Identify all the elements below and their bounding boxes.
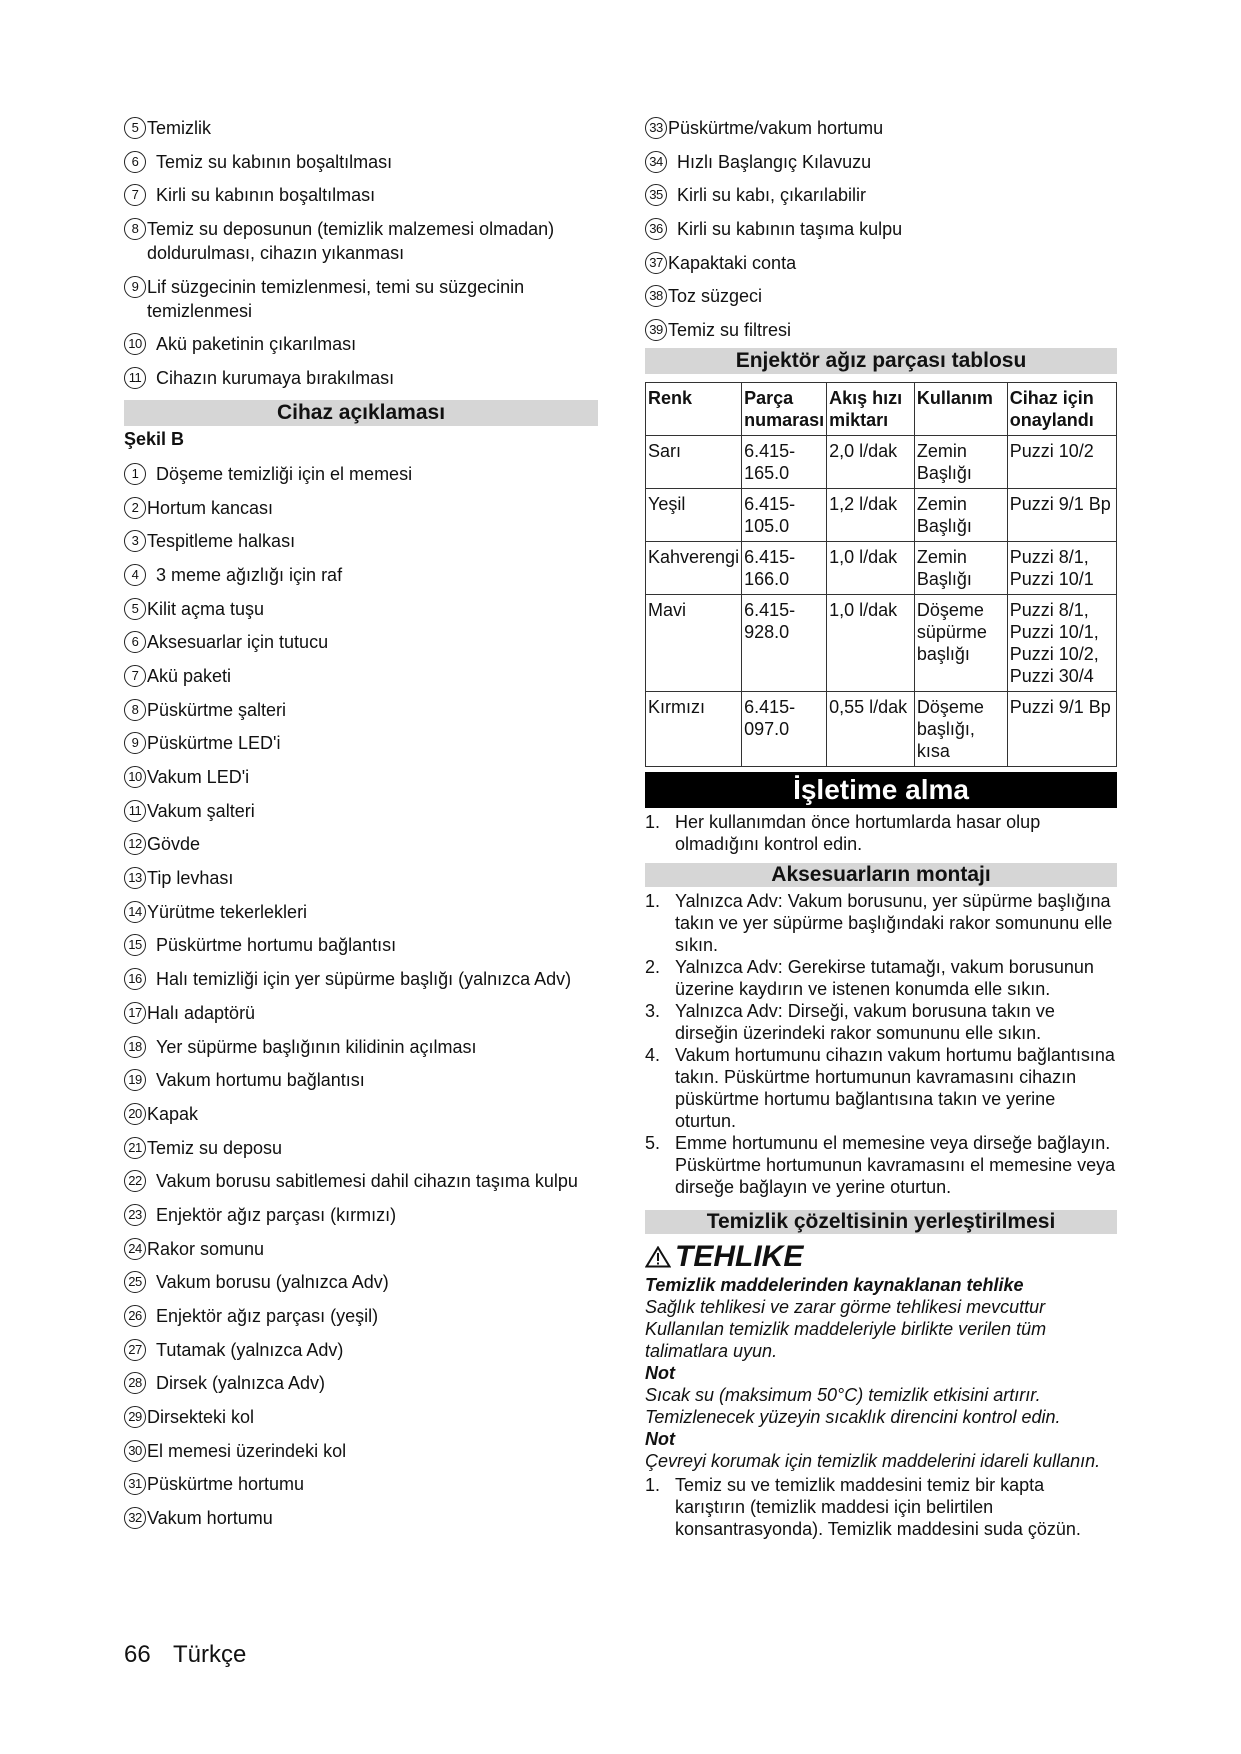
- list-item: [645, 150, 1117, 174]
- page-number: 66: [124, 1641, 151, 1668]
- table-row: [646, 691, 1117, 766]
- item-label: Lif süzgecinin temizlenmesi, temi su süzgecinin temizlenmesi: [147, 276, 525, 321]
- item-label: Akü paketi: [147, 665, 232, 686]
- table-row: [646, 541, 1117, 594]
- item-label: Gövde: [147, 834, 201, 855]
- item-number-circle: 31: [124, 1473, 146, 1495]
- list-item: [124, 1203, 598, 1227]
- list-item: [124, 967, 598, 991]
- table-cell: 6.415-097.0: [742, 691, 827, 766]
- item-label: Halı adaptörü: [147, 1002, 256, 1023]
- item-number-circle: 27: [124, 1339, 146, 1361]
- header-flow-rate: Akış hızı miktarı: [827, 382, 915, 435]
- step-number: 4.: [645, 1044, 661, 1065]
- list-item: [124, 150, 598, 174]
- item-label: Kapak: [147, 1103, 199, 1124]
- injector-table-heading: Enjektör ağız parçası tablosu: [645, 348, 1117, 374]
- list-item: [124, 217, 598, 265]
- table-cell: Puzzi 9/1 Bp: [1007, 691, 1116, 766]
- header-usage: Kullanım: [914, 382, 1007, 435]
- list-item: [645, 251, 1117, 275]
- item-number-circle: 16: [124, 968, 146, 990]
- table-cell: Zemin Başlığı: [914, 488, 1007, 541]
- item-number-circle: 26: [124, 1305, 146, 1327]
- danger-heading: Temizlik maddelerinden kaynaklanan tehlike: [645, 1274, 1024, 1295]
- item-number-circle: 22: [124, 1170, 146, 1192]
- list-item: [124, 664, 598, 688]
- table-row: [646, 435, 1117, 488]
- item-label: Cihazın kurumaya bırakılması: [156, 368, 395, 389]
- item-number-circle: 19: [124, 1069, 146, 1091]
- list-item: [124, 332, 598, 356]
- list-item: [124, 1371, 598, 1395]
- item-number-circle: 3: [124, 530, 146, 552]
- injector-table: [645, 382, 1117, 767]
- item-label: Kapaktaki conta: [668, 252, 797, 273]
- table-cell: 6.415-928.0: [742, 594, 827, 691]
- table-row: [646, 488, 1117, 541]
- list-item: [124, 116, 598, 140]
- table-cell: Kahverengi: [646, 541, 742, 594]
- table-cell: Sarı: [646, 435, 742, 488]
- item-label: Kilit açma tuşu: [147, 598, 265, 619]
- list-item: [124, 933, 598, 957]
- list-item: [645, 284, 1117, 308]
- item-label: Vakum LED'i: [147, 767, 250, 787]
- step-text: Her kullanımdan önce hortumlarda hasar olup olmadığını kontrol edin.: [675, 811, 1041, 854]
- step-text: Temiz su ve temizlik maddesini temiz bir kapta karıştırın (temizlik maddesi için belirtilen konsantrasyonda). Temizlik maddesini suda çözün.: [675, 1474, 1081, 1539]
- item-label: Temiz su deposunun (temizlik malzemesi olmadan) doldurulması, cihazın yıkanması: [147, 219, 555, 264]
- startup-heading: İşletime alma: [645, 772, 1117, 808]
- item-label: Tutamak (yalnızca Adv): [156, 1339, 344, 1360]
- table-cell: Yeşil: [646, 488, 742, 541]
- note-1-label: Not: [645, 1362, 675, 1383]
- table-cell: Döşeme süpürme başlığı: [914, 594, 1007, 691]
- item-number-circle: 21: [124, 1137, 146, 1159]
- item-label: Püskürtme hortumu bağlantısı: [156, 935, 397, 956]
- list-item: [645, 116, 1117, 140]
- item-label: Püskürtme şalteri: [147, 699, 287, 720]
- table-cell: Zemin Başlığı: [914, 541, 1007, 594]
- list-item: [124, 1338, 598, 1362]
- item-number-circle: 14: [124, 901, 146, 923]
- item-number-circle: 5: [124, 117, 146, 139]
- table-cell: Puzzi 8/1, Puzzi 10/1, Puzzi 10/2, Puzzi 30/4: [1007, 594, 1116, 691]
- accessories-heading: Aksesuarların montajı: [645, 863, 1117, 887]
- list-item: [124, 275, 598, 323]
- item-label: Vakum borusu sabitlemesi dahil cihazın taşıma kulpu: [156, 1171, 578, 1192]
- item-number-circle: 20: [124, 1103, 146, 1125]
- list-item: [124, 529, 598, 553]
- item-number-circle: 8: [124, 699, 146, 721]
- item-number-circle: 23: [124, 1204, 146, 1226]
- step-number: 1.: [645, 1474, 661, 1495]
- figure-label: Şekil B: [124, 428, 185, 449]
- accessories-steps: [645, 890, 1117, 1198]
- operations-list: [124, 116, 598, 390]
- item-label: Halı temizliği için yer süpürme başlığı (yalnızca Adv): [156, 969, 572, 990]
- item-label: Püskürtme LED'i: [147, 733, 281, 754]
- cleaning-solution-steps: [645, 1474, 1117, 1540]
- injector-table-header-row: [646, 382, 1117, 435]
- item-label: Yürütme tekerlekleri: [147, 901, 308, 922]
- step: [645, 1044, 1117, 1132]
- item-number-circle: 4: [124, 564, 146, 586]
- step-number: 1.: [645, 811, 661, 832]
- list-item: [124, 698, 598, 722]
- list-item: [124, 366, 598, 390]
- item-label: Enjektör ağız parçası (yeşil): [156, 1306, 379, 1326]
- warning-triangle-icon: [645, 1246, 671, 1268]
- step: [645, 1474, 1117, 1540]
- item-number-circle: 10: [124, 766, 146, 788]
- step-number: 5.: [645, 1132, 661, 1153]
- list-item: [124, 1405, 598, 1429]
- item-number-circle: 1: [124, 463, 146, 485]
- item-number-circle: 2: [124, 497, 146, 519]
- item-label: Temiz su filtresi: [668, 320, 792, 341]
- item-number-circle: 38: [645, 285, 667, 307]
- item-number-circle: 6: [124, 151, 146, 173]
- item-number-circle: 18: [124, 1036, 146, 1058]
- item-label: Dirsekteki kol: [147, 1407, 255, 1428]
- list-item: [124, 630, 598, 654]
- table-cell: Zemin Başlığı: [914, 435, 1007, 488]
- list-item: [124, 1439, 598, 1463]
- item-number-circle: 35: [645, 184, 667, 206]
- list-item: [124, 1001, 598, 1025]
- list-item: [124, 597, 598, 621]
- item-label: Hızlı Başlangıç Kılavuzu: [677, 151, 872, 172]
- list-item: [124, 731, 598, 755]
- item-label: Vakum borusu (yalnızca Adv): [156, 1272, 389, 1293]
- table-row: [646, 594, 1117, 691]
- item-label: Vakum hortumu: [147, 1508, 273, 1529]
- list-item: [124, 563, 598, 587]
- note-2-label: Not: [645, 1428, 675, 1449]
- table-cell: 2,0 l/dak: [827, 435, 915, 488]
- step: [645, 811, 1117, 855]
- table-cell: 6.415-166.0: [742, 541, 827, 594]
- table-cell: 1,0 l/dak: [827, 594, 915, 691]
- step-text: Vakum hortumunu cihazın vakum hortumu bağlantısına takın. Püskürtme hortumunun kavramasını cihazın püskürtme hortumu bağlantısına takın ve yerine oturtun.: [675, 1044, 1115, 1131]
- item-label: Vakum hortumu bağlantısı: [156, 1070, 365, 1091]
- step: [645, 956, 1117, 1000]
- item-number-circle: 34: [645, 151, 667, 173]
- list-item: [124, 866, 598, 890]
- item-label: Temiz su kabının boşaltılması: [156, 151, 393, 172]
- note-1-text: Sıcak su (maksimum 50°C) temizlik etkisini artırır. Temizlenecek yüzeyin sıcaklık direncini kontrol edin.: [645, 1384, 1061, 1427]
- page-language: Türkçe: [172, 1641, 247, 1668]
- table-cell: 1,2 l/dak: [827, 488, 915, 541]
- item-number-circle: 9: [124, 732, 146, 754]
- list-item: [124, 1068, 598, 1092]
- item-number-circle: 37: [645, 252, 667, 274]
- page-footer: [124, 1640, 246, 1670]
- item-label: Rakor somunu: [147, 1238, 265, 1259]
- item-number-circle: 28: [124, 1372, 146, 1394]
- item-label: Kirli su kabının taşıma kulpu: [677, 219, 903, 240]
- step-number: 1.: [645, 890, 661, 911]
- list-item: [645, 318, 1117, 342]
- item-number-circle: 11: [124, 367, 146, 389]
- note-2-text: Çevreyi korumak için temizlik maddelerini idareli kullanın.: [645, 1450, 1101, 1471]
- step: [645, 890, 1117, 956]
- item-number-circle: 39: [645, 319, 667, 341]
- item-label: Tespitleme halkası: [147, 531, 296, 552]
- table-cell: 1,0 l/dak: [827, 541, 915, 594]
- list-item: [124, 1506, 598, 1530]
- item-number-circle: 17: [124, 1002, 146, 1024]
- item-label: Dirsek (yalnızca Adv): [156, 1373, 326, 1394]
- step-number: 2.: [645, 956, 661, 977]
- item-label: Temiz su deposu: [147, 1137, 283, 1158]
- list-item: [645, 217, 1117, 241]
- list-item: [124, 1472, 598, 1496]
- item-label: Yer süpürme başlığının kilidinin açılması: [156, 1036, 477, 1057]
- list-item: [124, 1270, 598, 1294]
- header-approved-for: Cihaz için onaylandı: [1007, 382, 1116, 435]
- item-number-circle: 9: [124, 276, 146, 298]
- step: [645, 1132, 1117, 1198]
- step-number: 3.: [645, 1000, 661, 1021]
- table-cell: 6.415-165.0: [742, 435, 827, 488]
- table-cell: Puzzi 9/1 Bp: [1007, 488, 1116, 541]
- table-cell: Mavi: [646, 594, 742, 691]
- list-item: [124, 1304, 598, 1328]
- item-label: Vakum şalteri: [147, 800, 255, 821]
- item-number-circle: 15: [124, 934, 146, 956]
- startup-steps: [645, 811, 1117, 855]
- left-column: [124, 116, 598, 1540]
- header-part-number: Parça numarası: [742, 382, 827, 435]
- list-item: [124, 765, 598, 789]
- header-color: Renk: [646, 382, 742, 435]
- item-label: Kirli su kabının boşaltılması: [156, 185, 376, 206]
- cleaning-solution-heading: Temizlik çözeltisinin yerleştirilmesi: [645, 1210, 1117, 1234]
- list-item: [124, 462, 598, 486]
- table-cell: Döşeme başlığı, kısa: [914, 691, 1007, 766]
- item-label: Aksesuarlar için tutucu: [147, 632, 329, 653]
- item-number-circle: 6: [124, 631, 146, 653]
- item-number-circle: 36: [645, 218, 667, 240]
- item-number-circle: 24: [124, 1238, 146, 1260]
- item-number-circle: 25: [124, 1271, 146, 1293]
- device-parts-list-right: [645, 116, 1117, 342]
- item-number-circle: 12: [124, 833, 146, 855]
- list-item: [124, 1237, 598, 1261]
- list-item: [645, 183, 1117, 207]
- step: [645, 1000, 1117, 1044]
- danger-line-2: Kullanılan temizlik maddeleriyle birlikte verilen tüm talimatlara uyun.: [645, 1318, 1047, 1361]
- danger-word: TEHLIKE: [675, 1239, 804, 1273]
- list-item: [124, 832, 598, 856]
- table-cell: Puzzi 10/2: [1007, 435, 1116, 488]
- item-label: 3 meme ağızlığı için raf: [156, 564, 343, 585]
- item-number-circle: 13: [124, 867, 146, 889]
- item-label: Kirli su kabı, çıkarılabilir: [677, 185, 867, 206]
- item-label: El memesi üzerindeki kol: [147, 1440, 347, 1461]
- item-label: Akü paketinin çıkarılması: [156, 334, 357, 355]
- list-item: [124, 799, 598, 823]
- table-cell: 0,55 l/dak: [827, 691, 915, 766]
- item-label: Toz süzgeci: [668, 286, 763, 307]
- item-number-circle: 11: [124, 800, 146, 822]
- item-number-circle: 33: [645, 117, 667, 139]
- list-item: [124, 1102, 598, 1126]
- item-number-circle: 30: [124, 1440, 146, 1462]
- item-number-circle: 5: [124, 598, 146, 620]
- item-number-circle: 10: [124, 333, 146, 355]
- table-cell: Kırmızı: [646, 691, 742, 766]
- table-cell: 6.415-105.0: [742, 488, 827, 541]
- item-number-circle: 8: [124, 218, 146, 240]
- item-number-circle: 29: [124, 1406, 146, 1428]
- device-description-heading: Cihaz açıklaması: [124, 400, 598, 426]
- step-text: Emme hortumunu el memesine veya dirseğe bağlayın. Püskürtme hortumunun kavramasını el memesine veya dirseğe bağlayın ve yerine oturtun.: [675, 1132, 1116, 1197]
- list-item: [124, 1035, 598, 1059]
- step-text: Yalnızca Adv: Dirseği, vakum borusuna takın ve dirseğin üzerindeki rakor somununu elle sıkın.: [675, 1000, 1055, 1043]
- item-label: Püskürtme hortumu: [147, 1474, 305, 1495]
- item-number-circle: 7: [124, 184, 146, 206]
- item-label: Döşeme temizliği için el memesi: [156, 463, 413, 484]
- item-number-circle: 7: [124, 665, 146, 687]
- step-text: Yalnızca Adv: Gerekirse tutamağı, vakum borusunun üzerine kaydırın ve istenen konumda elle sıkın.: [675, 956, 1094, 999]
- item-label: Püskürtme/vakum hortumu: [668, 118, 884, 138]
- list-item: [124, 1136, 598, 1160]
- item-label: Tip levhası: [147, 868, 234, 889]
- list-item: [124, 1169, 598, 1193]
- step-text: Yalnızca Adv: Vakum borusunu, yer süpürme başlığına takın ve yer süpürme başlığındaki rakor somununu elle sıkın.: [675, 890, 1113, 955]
- list-item: [124, 183, 598, 207]
- right-column: [645, 116, 1117, 1540]
- item-label: Enjektör ağız parçası (kırmızı): [156, 1204, 397, 1225]
- item-label: Temizlik: [147, 118, 212, 138]
- danger-line-1: Sağlık tehlikesi ve zarar görme tehlikesi mevcuttur: [645, 1296, 1046, 1317]
- device-parts-list-left: [124, 462, 598, 1530]
- list-item: [124, 900, 598, 924]
- danger-title: [645, 1240, 1117, 1274]
- item-number-circle: 32: [124, 1507, 146, 1529]
- table-cell: Puzzi 8/1, Puzzi 10/1: [1007, 541, 1116, 594]
- item-label: Hortum kancası: [147, 497, 274, 518]
- list-item: [124, 496, 598, 520]
